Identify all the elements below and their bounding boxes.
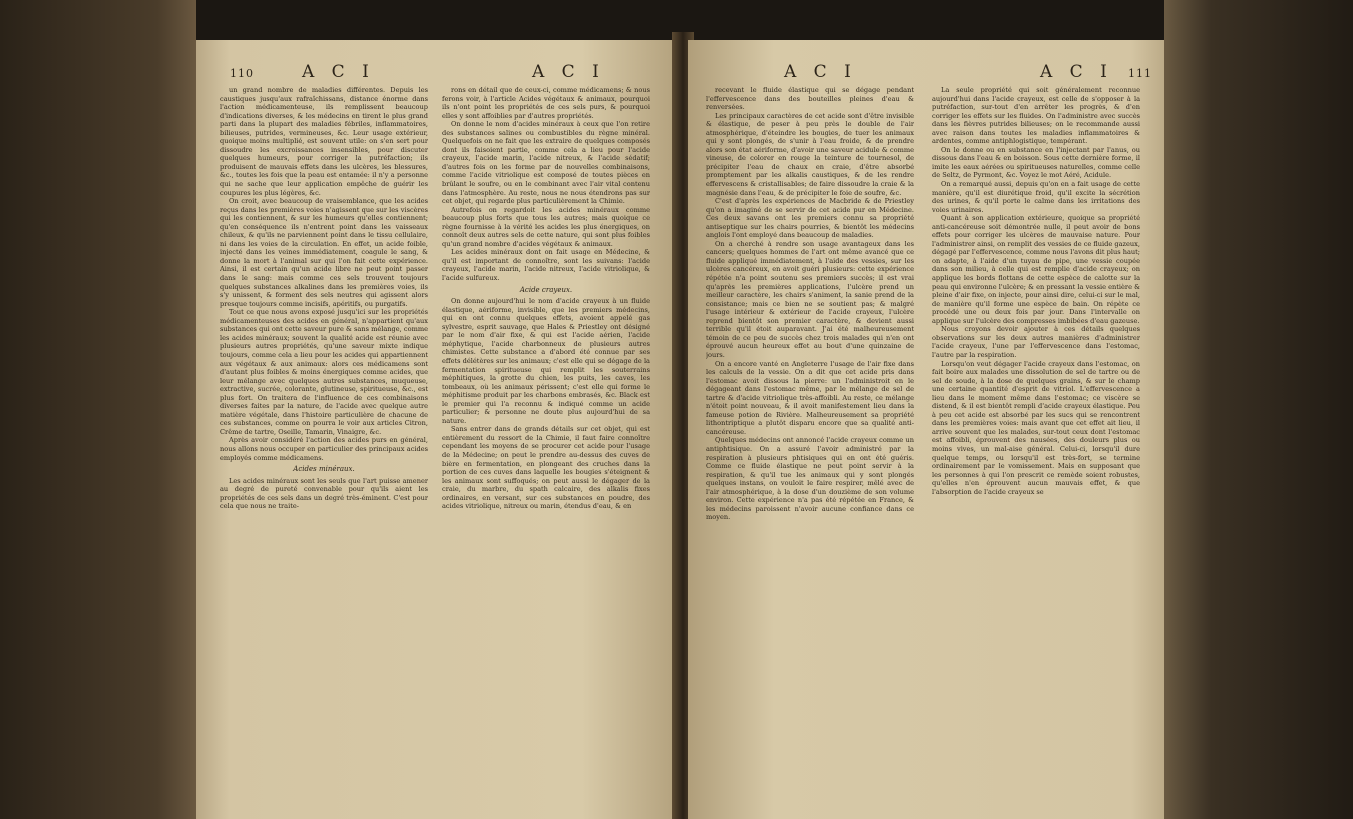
book-cover-right-edge <box>1164 0 1353 819</box>
paragraph: Quant à son application extérieure, quoique sa propriété anti-cancéreuse soit démontrée nulle, il peut avoir de bons effets pour corriger les ulcères de mauvaise nature. Pour l'administrer ainsi, on remplit des vessies de ce fluide gazeux, dégagé par l'effervescence, comme nous l'avons dit plus haut; on adapte, à l'aide d'un tuyau de pipe, une vessie coupée dans son milieu, à celle qui est remplie d'acide crayeux; on applique les bords flottans de cette espèce de calotte sur la peau qui environne l'ulcère; & en pressant la vessie entière & pleine d'air fixe, on injecte, pour ainsi dire, celui-ci sur le mal, de manière qu'il forme une espèce de bain. On répète ce procédé une ou deux fois par jour. Dans l'intervalle on applique sur l'ulcère des compresses imbibées d'eau gazeuse. <box>932 214 1140 325</box>
paragraph: Les principaux caractères de cet acide sont d'être invisible & élastique, de peser à peu près le double de l'air atmosphérique, d'éteindre les bougies, de tuer les animaux qui y sont plongés, de s'unir à l'eau froide, & de prendre alors son état aériforme, d'avoir une saveur acidule & comme vineuse, de colorer en rouge la teinture de tournesol, de précipiter l'eau de chaux en craie, d'être absorbé promptement par les alkalis caustiques, & de les rendre effervescens & cristallisables; de faire dissoudre la craie & la magnésie dans l'eau, & de précipiter le foie de soufre, &c. <box>706 111 914 197</box>
paragraph: Quelques médecins ont annoncé l'acide crayeux comme un antiphtisique. On a assuré l'avoir administré par la respiration à plusieurs phtisiques qui en ont été guéris. Comme ce fluide élastique ne peut point servir à la respiration, & qu'il tue les animaux qui y sont plongés quelques instans, on vouloit le faire respirer, mêlé avec de l'air atmosphérique, à la dose d'un douzième de son volume environ. Cette expérience n'a pas été répétée en France, & les médecins paroissent n'avoir aucune confiance dans ce moyen. <box>706 436 914 522</box>
paragraph: On a remarqué aussi, depuis qu'on en a fait usage de cette manière, qu'il est diurétique froid, qu'il excite la sécrétion des urines, & qu'il porte le calme dans les irritations des voies urinaires. <box>932 180 1140 214</box>
running-head: A C I <box>302 62 375 82</box>
paragraph: Autrefois on regardoit les acides minéraux comme beaucoup plus forts que tous les autres; mais quoique ce règne fournisse à la vérité les acides les plus énergiques, on connoît deux autres sels de cette nature, qui sont plus foibles qu'un grand nombre d'acides végétaux & animaux. <box>442 205 650 248</box>
running-head: A C I <box>1040 62 1113 82</box>
right-page <box>688 40 1164 819</box>
paragraph: On a cherché à rendre son usage avantageux dans les cancers; quelques hommes de l'art ont même avancé que ce fluide appliqué immédiatement, à l'aide des vessies, sur les ulcères cancéreux, en avoit guéri plusieurs: cette expérience répétée n'a point soutenu ses premiers succès; il est vrai qu'après les premières applications, l'ulcère prend un meilleur caractère, les chairs s'animent, la sanie prend de la consistance; mais ce bien ne se soutient pas; & malgré l'usage intérieur & extérieur de l'acide crayeux, l'ulcère reprend bientôt son premier caractère, & devient aussi terrible qu'il étoit auparavant. J'ai été malheureusement témoin de ce peu de succès chez trois malades qui n'en ont éprouvé aucun heureux effet au bout d'une quinzaine de jours. <box>706 239 914 359</box>
paragraph: On a encore vanté en Angleterre l'usage de l'air fixe dans les calculs de la vessie. On a dit que cet acide pris dans l'estomac avoit dissous la pierre: un l'administroit en le dégageant dans l'estomac même, par le mélange de sel de tartre & d'acide vitriolique très-affoibli. Au reste, ce mélange n'étoit point nouveau, & il avoit manifestement lieu dans la fameuse potion de Rivière. Malheureusement sa propriété lithontriptique a plutôt disparu encore que sa qualité anti-cancéreuse. <box>706 359 914 436</box>
section-heading: Acide crayeux. <box>519 285 573 294</box>
paragraph: Après avoir considéré l'action des acides purs en général, nous allons nous occuper en particulier des principaux acides employés comme médicamens. <box>220 436 428 462</box>
paragraph: Tout ce que nous avons exposé jusqu'ici sur les propriétés médicamenteuses des acides en général, n'appartient qu'aux substances qui ont cette saveur pure & sans mélange, comme les acides minéraux; souvent la qualité acide est réunie avec plusieurs autres propriétés, qu'une saveur mixte indique toujours, comme cela a lieu pour les acides qui appartiennent aux végétaux & aux animaux: alors ces médicamens sont d'autant plus foibles & moins énergiques comme acides, que leur mélange avec quelques autres substances, muqueuse, extractive, sucrée, colorante, glutineuse, spiritueuse, &c., est plus fort. On traitera de l'influence de ces combinaisons diverses faites par la nature, de l'acide avec quelque autre matière végétale, dans l'histoire particulière de chacune de ces substances, comme on pourra le voir aux articles Citron, Crême de tartre, Oseille, Tamarin, Vinaigre, &c. <box>220 308 428 436</box>
paragraph: C'est d'après les expériences de Macbride & de Priestley qu'on a imaginé de se servir de cet acide pur en Médecine. Ces deux savans ont les premiers connu sa propriété antiseptique sur les chairs pourries, & bientôt les médecins anglois l'ont employé dans beaucoup de maladies. <box>706 197 914 240</box>
section-heading: Acides minéraux. <box>293 465 355 474</box>
paragraph: La seule propriété qui soit généralement reconnue aujourd'hui dans l'acide crayeux, est celle de s'opposer à la putréfaction, sur-tout d'en arrêter les progrès, & d'en corriger les effets sur les fluides. On l'administre avec succès dans les fièvres putrides bilieuses; on le recommande aussi avec raison dans toutes les maladies inflammatoires & ardentes, comme antiphlogistique, tempérant. <box>932 86 1140 146</box>
paragraph: un grand nombre de maladies différentes. Depuis les caustiques jusqu'aux rafraîchissans, distance énorme dans l'action médicamenteuse, ils remplissent beaucoup d'indications diverses, & les médecins en tirent le plus grand parti dans la plupart des maladies fébriles, inflammatoires, bilieuses, putrides, vermineuses, &c. Leur usage extérieur, quoique moins multiplié, est souvent utile: on s'en sert pour dissoudre les excroissances insensibles, pour discuter quelques humeurs, pour corriger la putréfaction; ils produisent de mauvais effets dans les ulcères, les blessures, &c., toutes les fois que la peau est entamée: il n'y a personne qui ne sache que leur application empêche de guérir les coupures les plus légères, &c. <box>220 86 428 197</box>
text-column-2 <box>932 86 1140 814</box>
paragraph: On donne aujourd'hui le nom d'acide crayeux à un fluide élastique, aériforme, invisible, que les premiers médecins, qui en ont connu quelques effets, avoient appelé gas sylvestre, esprit sauvage, que Hales & Priestley ont désigné par le nom d'air fixe, & qui est l'acide aérien, l'acide méphytique, l'acide charbonneux de plusieurs autres chimistes. Cette substance a d'abord été connue par ses effets délétères sur les animaux; c'est elle qui se dégage de la fermentation spiritueuse qui remplit les souterrains méphitiques, la grotte du chien, les puits, les caves, les tombeaux, où les animaux périssent; c'est elle qui forme le méphitisme produit par les charbons embrasés, &c. Black est le premier qui l'a reconnu & indiqué comme un acide particulier; & personne ne doute plus aujourd'hui de sa nature. <box>442 297 650 425</box>
paragraph: Nous croyons devoir ajouter à ces détails quelques observations sur les deux autres manières d'administrer l'acide crayeux, l'une par l'effervescence dans l'estomac, l'autre par la respiration. <box>932 325 1140 359</box>
paragraph: recevant le fluide élastique qui se dégage pendant l'effervescence dans des bouteilles pleines d'eau & renversées. <box>706 86 914 112</box>
running-head: A C I <box>784 62 857 82</box>
page-number: 111 <box>1128 67 1152 80</box>
book-cover-left-edge <box>0 0 196 819</box>
paragraph: Sans entrer dans de grands détails sur cet objet, qui est entièrement du ressort de la Chimie, il faut faire connoître cependant les moyens de se procurer cet acide pour l'usage de la Médecine; on peut le prendre au-dessus des cuves de bière en fermentation, en plongeant des cruches dans la portion de ces cuves dans laquelle les bougies s'éteignent & les animaux sont suffoqués; on peut aussi le dégager de la craie, du marbre, du spath calcaire, des alkalis fixes ordinaires, en versant, sur ces substances en poudre, des acides vitriolique, nitreux ou marin, étendus d'eau, & en <box>442 425 650 511</box>
page-number: 110 <box>230 67 254 80</box>
paragraph: On donne le nom d'acides minéraux à ceux que l'on retire des substances salines ou combustibles du règne minéral. Quelquefois on ne fait que les extraire de quelques composés dont ils faisoient partie, comme cela a lieu pour l'acide crayeux, l'acide marin, l'acide nitreux, & l'acide sédatif; d'autres fois on les forme par de nouvelles combinaisons, comme l'acide vitriolique est composé de toutes pièces en brûlant le soufre, ou en le combinant avec l'air vital contenu dans l'atmosphère. Au reste, nous ne nous étendrons pas sur cet objet, qui regarde plus particulièrement la Chimie. <box>442 120 650 206</box>
paragraph: Lorsqu'on veut dégager l'acide crayeux dans l'estomac, on fait boire aux malades une dissolution de sel de tartre ou de sel de soude, à la dose de quelques grains, & sur le champ une certaine quantité d'esprit de vitriol. L'effervescence a lieu dans le moment même dans l'estomac; ce viscère se distend, & il est bientôt rempli d'acide crayeux élastique. Peu à peu cet acide est absorbé par les sucs qui se rencontrent dans les premières voies: mais avant que cet effet ait lieu, il arrive souvent que les malades, sur-tout ceux dont l'estomac est affoibli, éprouvent des nausées, des douleurs plus ou moins vives, un mal-aise général. Celui-ci, lorsqu'il dure quelque temps, ou lorsqu'il est très-fort, se termine ordinairement par le vomissement. Mais en supposant que les personnes à qui l'on prescrit ce remède soient robustes, qu'elles n'en éprouvent aucun mauvais effet, & que l'absorption de l'acide crayeux se <box>932 359 1140 496</box>
text-column-1 <box>220 86 428 814</box>
paragraph: On le donne ou en substance en l'injectant par l'anus, ou dissous dans l'eau & en boisson. Sous cette dernière forme, il imite les eaux aérées ou spiritueuses naturelles, comme celle de Seltz, de Pyrmont, &c. Voyez le mot Aéré, Acidule. <box>932 145 1140 180</box>
text-column-1 <box>706 86 914 814</box>
paragraph: Les acides minéraux dont on fait usage en Médecine, & qu'il est important de connoître, sont les suivans: l'acide crayeux, l'acide marin, l'acide nitreux, l'acide vitriolique, & l'acide sulfureux. <box>442 248 650 283</box>
paragraph: Les acides minéraux sont les seuls que l'art puisse amener au degré de pureté convenable pour qu'ils aient les propriétés de ces sels dans un degré très-éminent. C'est pour cela que nous ne traite- <box>220 476 428 511</box>
running-head: A C I <box>532 62 605 82</box>
paragraph: On croit, avec beaucoup de vraisemblance, que les acides reçus dans les premières voies n'agissent que sur les viscères qui les contiennent, & sur les humeurs qu'elles contiennent; qu'en conséquence ils n'entrent point dans les vaisseaux chileux, & qu'ils ne parviennent point dans le tissu cellulaire, ni dans les voies de la circulation. En effet, un acide foible, injecté dans les veines immédiatement, coagule le sang, & donne la mort à l'animal sur qui l'on fait cette expérience. Ainsi, il est certain qu'un acide libre ne peut point passer dans le sang: mais comme ces sels trouvent toujours quelques substances alkalines dans les premières voies, ils s'y unissent, & forment des sels neutres qui agissent alors presque toujours comme incisifs, apéritifs, ou purgatifs. <box>220 197 428 308</box>
text-column-2 <box>442 86 650 814</box>
left-page <box>196 40 678 819</box>
paragraph: rons en détail que de ceux-ci, comme médicamens; & nous ferons voir, à l'article Acides végétaux & animaux, pourquoi ils n'ont point les propriétés de ces sels purs, & pourquoi elles y sont affoiblies par d'autres propriétés. <box>442 86 650 120</box>
